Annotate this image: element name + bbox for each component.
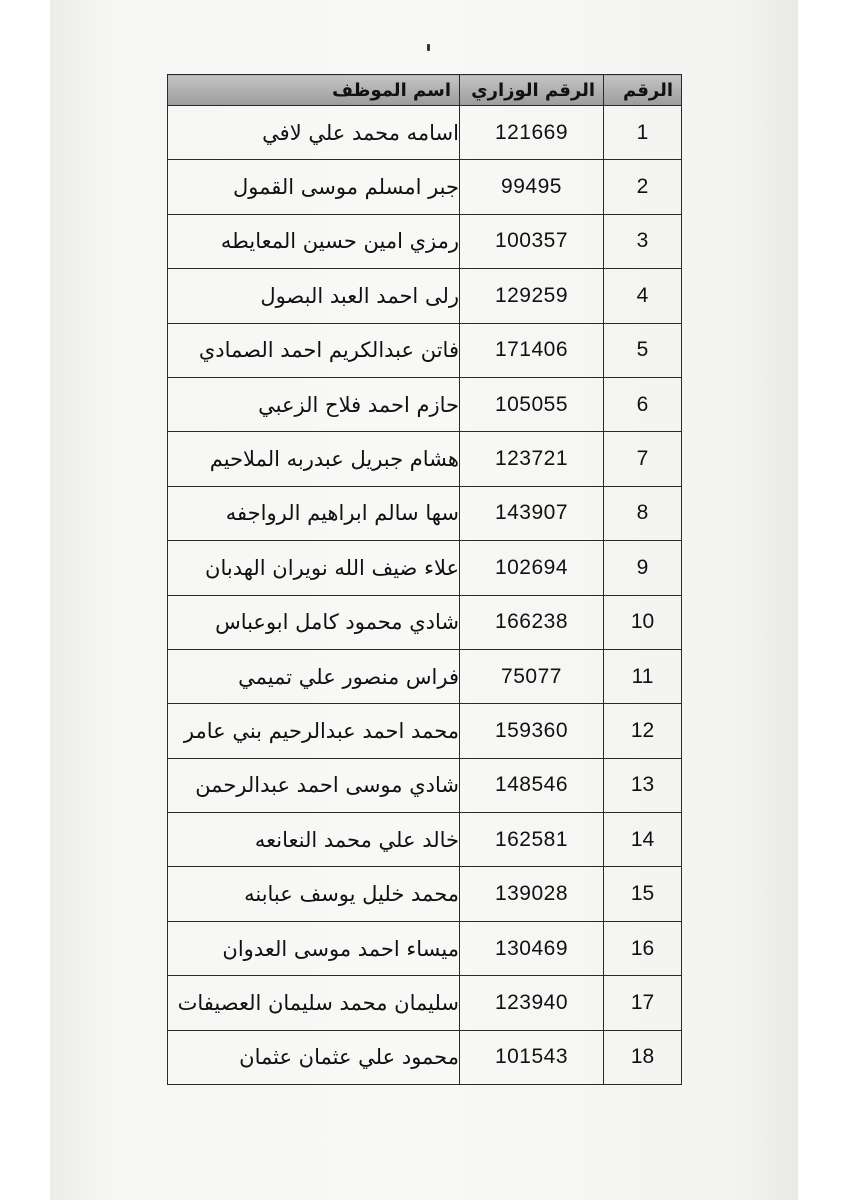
cell-name-8: سها سالم ابراهيم الرواجفه [168,486,460,540]
table-row [168,214,682,268]
table-header [168,75,682,106]
table-row [168,813,682,867]
cell-name-15: محمد خليل يوسف عبابنه [168,867,460,921]
cell-ministry-18: 101543 [460,1030,604,1084]
header-ministry-number: الرقم الوزاري [460,75,604,106]
table-row [168,486,682,540]
table-row [168,921,682,975]
table-row [168,649,682,703]
cell-serial-9: 9 [604,541,682,595]
cell-name-3: رمزي امين حسين المعايطه [168,214,460,268]
cell-serial-11: 11 [604,649,682,703]
cell-serial-6: 6 [604,377,682,431]
cell-name-4: رلى احمد العبد البصول [168,269,460,323]
table-row [168,867,682,921]
table-row [168,704,682,758]
cell-ministry-10: 166238 [460,595,604,649]
cell-name-17: سليمان محمد سليمان العصيفات [168,976,460,1030]
cell-ministry-7: 123721 [460,432,604,486]
table-row [168,1030,682,1084]
cell-serial-5: 5 [604,323,682,377]
cell-name-5: فاتن عبدالكريم احمد الصمادي [168,323,460,377]
cell-name-1: اسامه محمد علي لافي [168,106,460,160]
cell-ministry-17: 123940 [460,976,604,1030]
cell-serial-17: 17 [604,976,682,1030]
cell-serial-7: 7 [604,432,682,486]
table-row [168,269,682,323]
table-row [168,541,682,595]
ink-mark [427,44,430,51]
cell-ministry-3: 100357 [460,214,604,268]
header-employee-name: اسم الموظف [168,75,460,106]
cell-ministry-11: 75077 [460,649,604,703]
table-row [168,323,682,377]
table-body [168,106,682,1085]
cell-name-13: شادي موسى احمد عبدالرحمن [168,758,460,812]
cell-ministry-13: 148546 [460,758,604,812]
cell-name-11: فراس منصور علي تميمي [168,649,460,703]
cell-name-14: خالد علي محمد النعانعه [168,813,460,867]
cell-serial-18: 18 [604,1030,682,1084]
cell-name-7: هشام جبريل عبدربه الملاحيم [168,432,460,486]
cell-ministry-4: 129259 [460,269,604,323]
table-row [168,377,682,431]
cell-ministry-15: 139028 [460,867,604,921]
cell-name-10: شادي محمود كامل ابوعباس [168,595,460,649]
employee-table [167,74,682,1085]
table-row [168,432,682,486]
cell-serial-16: 16 [604,921,682,975]
cell-serial-4: 4 [604,269,682,323]
header-serial: الرقم [604,75,682,106]
cell-ministry-8: 143907 [460,486,604,540]
cell-serial-3: 3 [604,214,682,268]
cell-ministry-12: 159360 [460,704,604,758]
cell-name-18: محمود علي عثمان عثمان [168,1030,460,1084]
cell-name-6: حازم احمد فلاح الزعبي [168,377,460,431]
cell-ministry-2: 99495 [460,160,604,214]
cell-serial-10: 10 [604,595,682,649]
cell-serial-13: 13 [604,758,682,812]
table-row [168,106,682,160]
cell-ministry-6: 105055 [460,377,604,431]
cell-serial-8: 8 [604,486,682,540]
cell-ministry-16: 130469 [460,921,604,975]
cell-serial-1: 1 [604,106,682,160]
cell-name-9: علاء ضيف الله نويران الهدبان [168,541,460,595]
cell-serial-12: 12 [604,704,682,758]
cell-ministry-5: 171406 [460,323,604,377]
cell-serial-2: 2 [604,160,682,214]
cell-ministry-9: 102694 [460,541,604,595]
cell-name-2: جبر امسلم موسى القمول [168,160,460,214]
cell-serial-14: 14 [604,813,682,867]
cell-serial-15: 15 [604,867,682,921]
header-row [168,75,682,106]
table-row [168,976,682,1030]
table-row [168,595,682,649]
cell-name-12: محمد احمد عبدالرحيم بني عامر [168,704,460,758]
cell-name-16: ميساء احمد موسى العدوان [168,921,460,975]
table-row [168,758,682,812]
table-row [168,160,682,214]
cell-ministry-14: 162581 [460,813,604,867]
cell-ministry-1: 121669 [460,106,604,160]
